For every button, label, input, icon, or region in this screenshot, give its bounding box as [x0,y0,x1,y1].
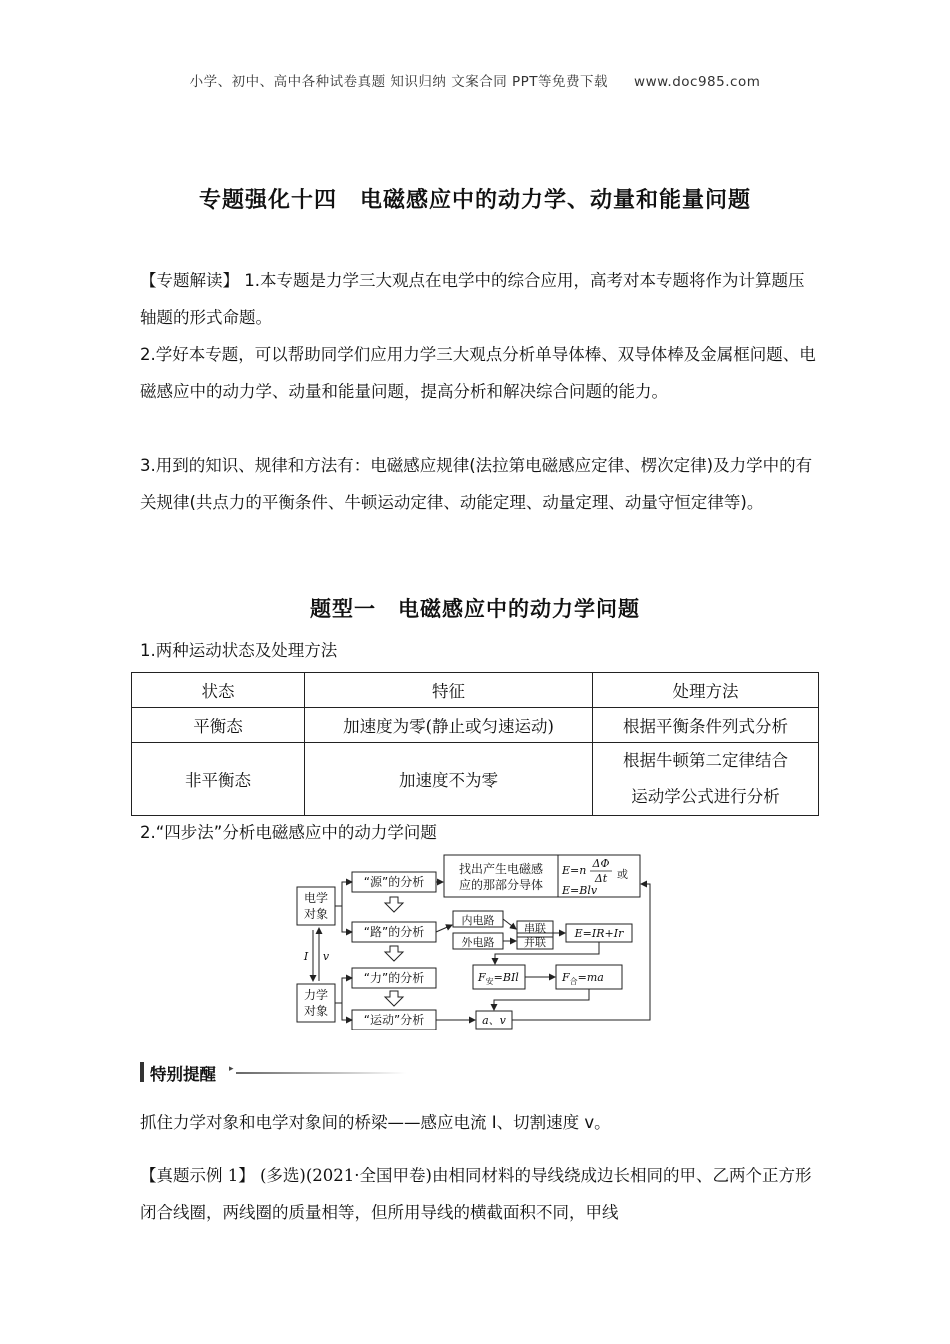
intro-p1 [140,262,820,336]
intro-label: 【专题解读】 [140,271,239,290]
outer-circuit-label: 外电路 [461,936,495,949]
intro-p1-text: 1.本专题是力学三大观点在电学中的综合应用，高考对本专题将作为计算题压轴题的形式命题。 [140,271,805,327]
a-v-label: a、v [482,1014,506,1027]
page-header [0,70,950,90]
elec-object-label: 对象 [303,907,329,921]
intro-p3: 3.用到的知识、规律和方法有：电磁感应规律(法拉第电磁感应定律、楞次定律)及力学中的有关规律(共点力的平衡条件、牛顿运动定律、动能定理、动量定理、动量守恒定律等)。 [140,456,813,512]
tip-marker [140,1062,144,1082]
net-force-label: $F_合=ma$ [562,971,604,986]
parallel-label: 并联 [524,936,546,949]
emf-numerator: ΔΦ [592,857,610,870]
tip-text: 抓住力学对象和电学对象间的桥梁——感应电流 I、切割速度 v。 [140,1113,611,1132]
table-row [132,743,819,816]
subheading-1: 1.两种运动状态及处理方法 [140,641,338,660]
mech-object-label: 力学 [303,988,329,1002]
find-label: 找出产生电磁感 [458,862,544,876]
source-label: “源”的分析 [363,875,425,889]
velocity-label: v [322,950,330,963]
emf-or: 或 [617,868,628,881]
emf-formula-2: E=Blv [562,884,598,897]
table-cell: 平衡态 [132,708,305,743]
circuit-label: “路”的分析 [363,925,425,939]
example-label: 【真题示例 1】 [140,1166,255,1185]
page-title: 专题强化十四 电磁感应中的动力学、动量和能量问题 [198,188,751,213]
motion-label: “运动”分析 [363,1013,425,1027]
elec-object-label: 电学 [303,891,329,905]
table-cell [593,743,819,816]
ohm-law-label: E=IR+Ir [574,927,624,940]
down-arrow-icon [385,897,403,912]
table-cell: 加速度不为零 [305,743,593,816]
table-header: 状态 [132,673,305,708]
tip-label: 特别提醒 [150,1065,216,1084]
intro-p2: 2.学好本专题，可以帮助同学们应用力学三大观点分析单导体棒、双导体棒及金属框问题、电磁感应中的动力学、动量和能量问题，提高分析和解决综合问题的能力。 [140,345,816,401]
emf-formula-1: E=n [562,864,587,877]
subheading-2: 2.“四步法”分析电磁感应中的动力学问题 [140,823,437,842]
table-cell: 加速度为零(静止或匀速运动) [305,708,593,743]
emf-denominator: Δt [594,872,608,885]
force-label: “力”的分析 [363,971,425,985]
current-label: I [303,950,309,963]
mech-object-label: 对象 [303,1004,329,1018]
example-paragraph [140,1157,820,1231]
tip-divider [236,1072,406,1074]
tip-arrow-icon: ▸ [229,1064,234,1074]
header-text: 小学、初中、高中各种试卷真题 知识归纳 文案合同 PPT等免费下载 [189,74,609,90]
table-cell-line: 运动学公式进行分析 [631,787,780,806]
down-arrow-icon [385,991,403,1006]
table-header: 处理方法 [593,673,819,708]
series-label: 串联 [524,922,546,935]
find-label: 应的那部分导体 [458,878,544,892]
header-url[interactable]: www.doc985.com [634,74,761,90]
inner-circuit-label: 内电路 [461,914,495,927]
example-text: (多选)(2021·全国甲卷)由相同材料的导线绕成边长相同的甲、乙两个正方形闭合线圈，两线圈的质量相等，但所用导线的横截面积不同，甲线 [140,1166,812,1222]
table-header: 特征 [305,673,593,708]
section-heading: 题型一 电磁感应中的动力学问题 [310,597,640,621]
down-arrow-icon [385,946,403,961]
table-cell-line: 根据牛顿第二定律结合 [623,751,788,770]
ampere-force-label: $F_安=BIl$ [478,971,519,986]
four-step-flowchart [290,850,660,1030]
table-row [132,708,819,743]
table-cell: 根据平衡条件列式分析 [593,708,819,743]
table-cell: 非平衡态 [132,743,305,816]
states-table [131,672,819,816]
